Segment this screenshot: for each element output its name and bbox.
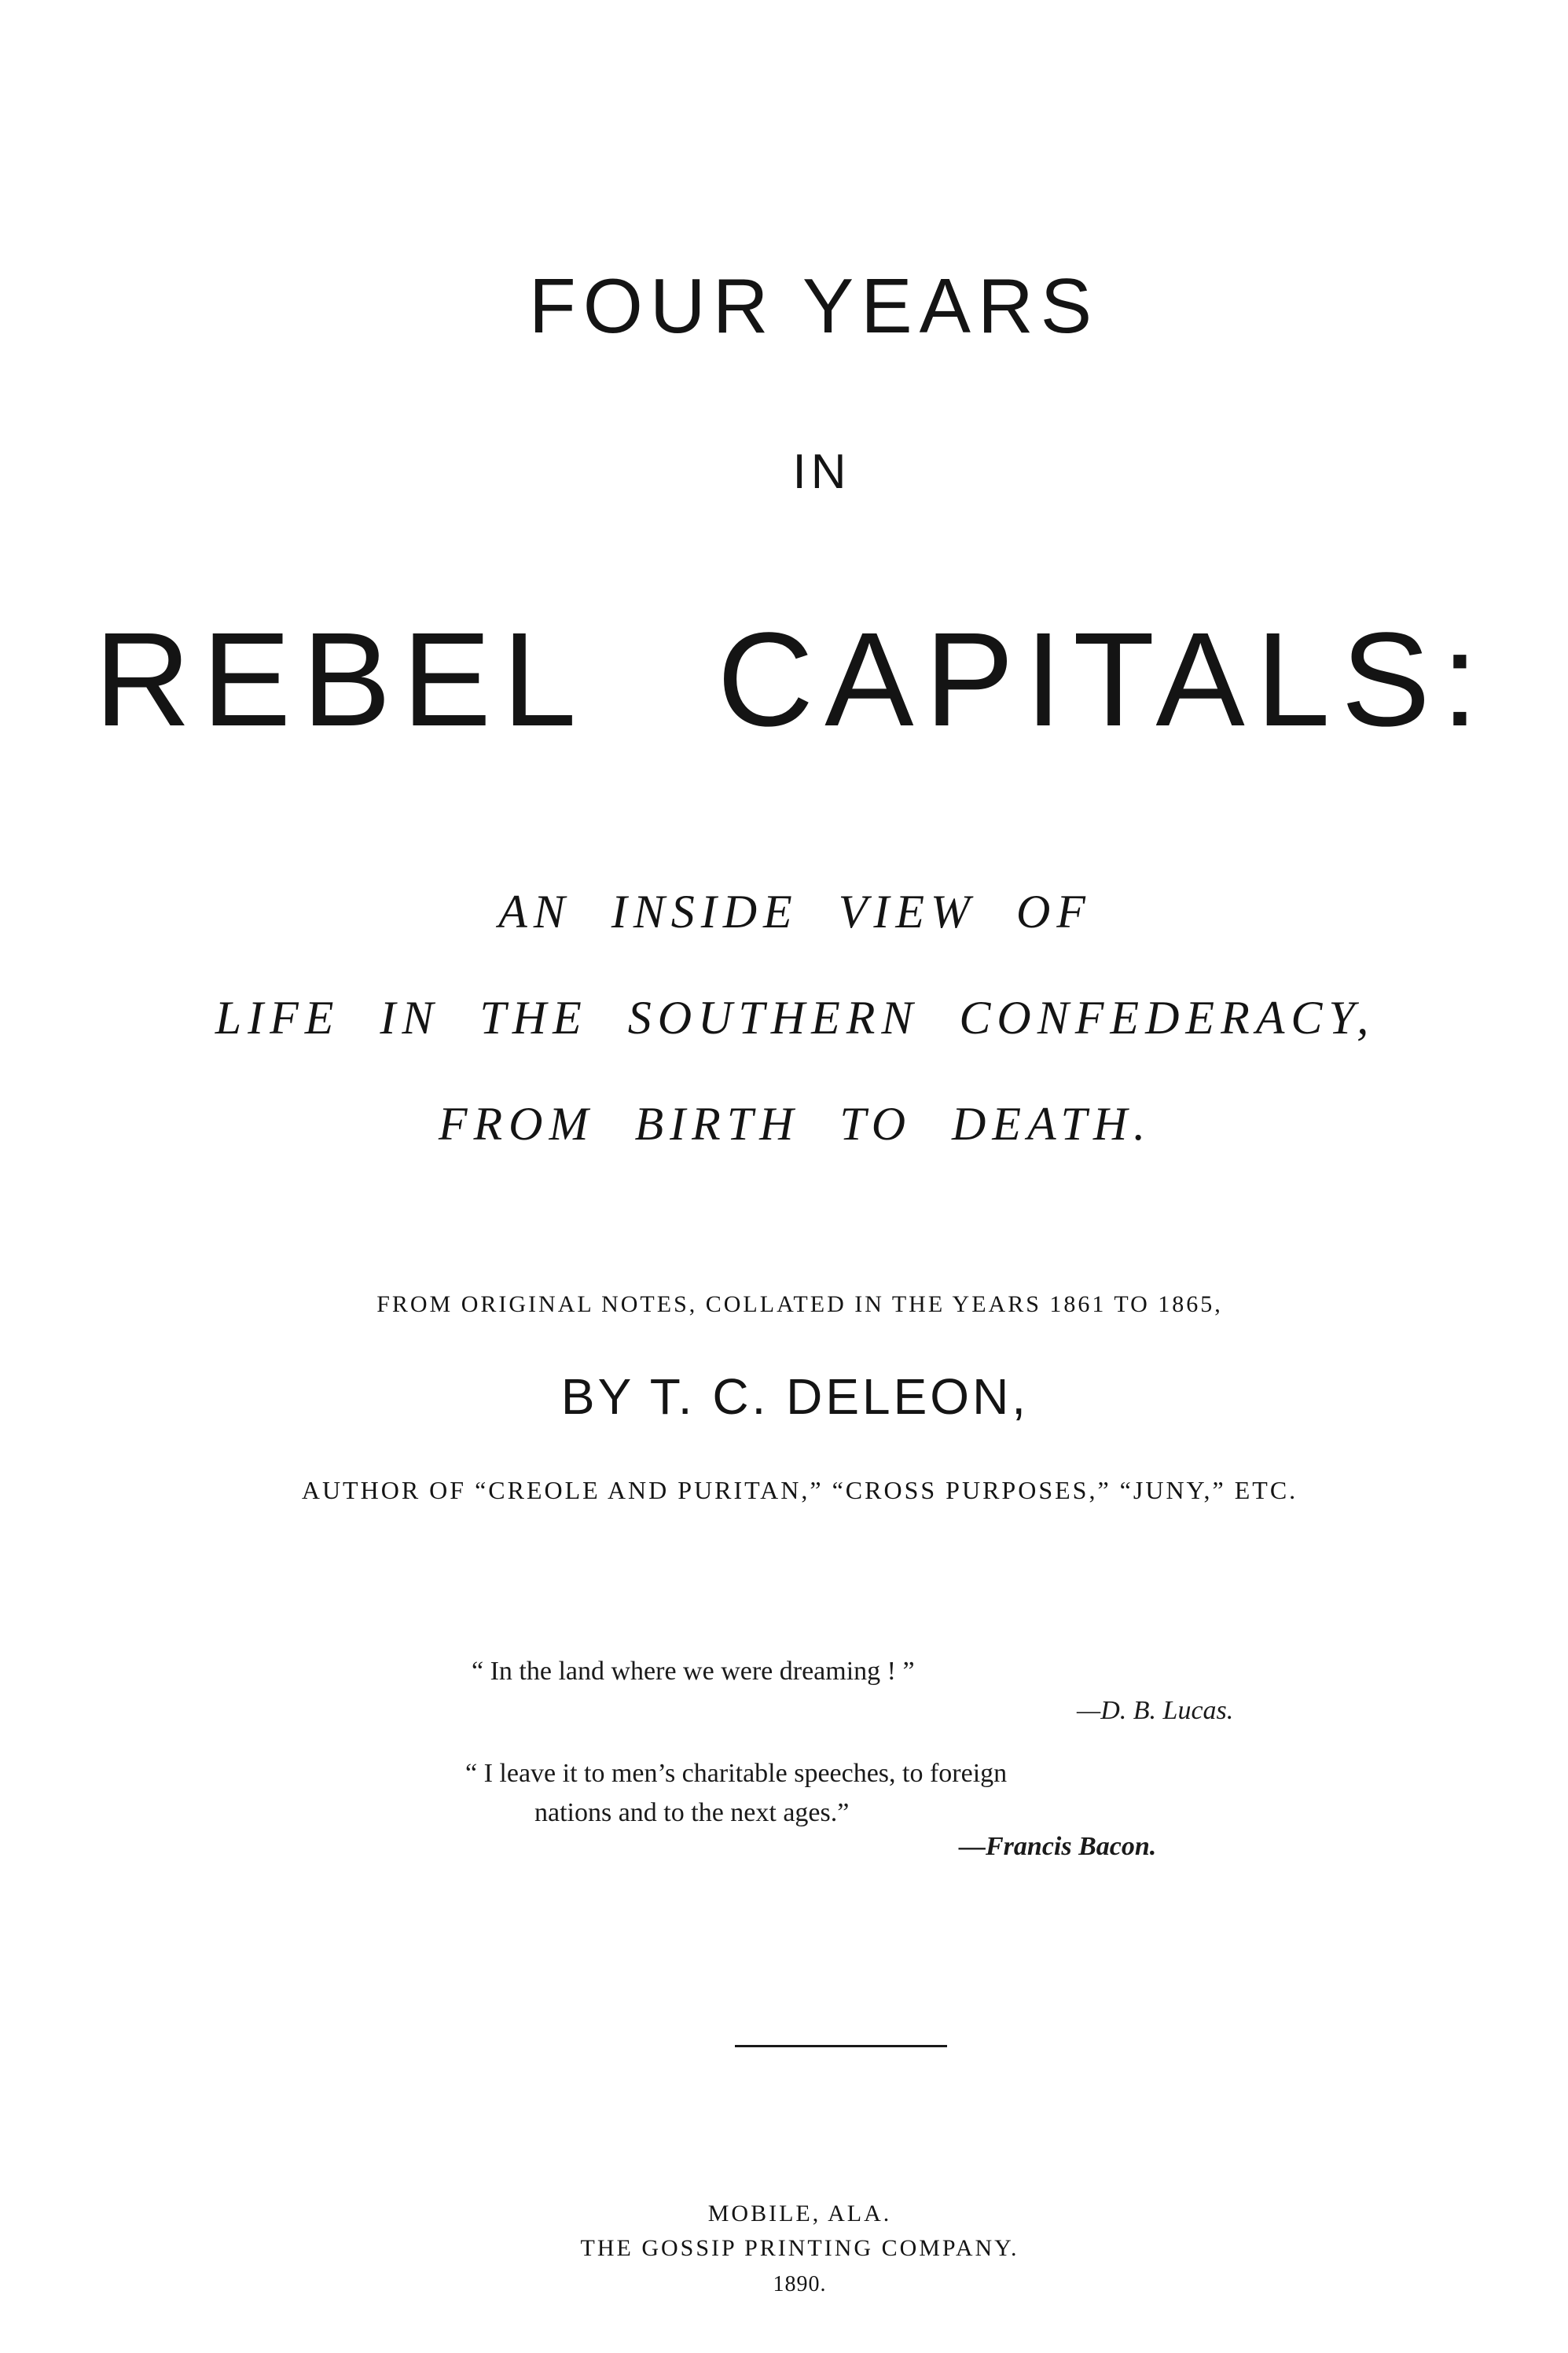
epigraph-2-text-line-2: nations and to the next ages.” [534,1798,850,1827]
epigraph-1-attribution: —D. B. Lucas. [1077,1696,1234,1725]
imprint-publisher: THE GOSSIP PRINTING COMPANY. [580,2235,1019,2261]
subtitle-line-1: AN INSIDE VIEW OF [498,886,1092,938]
epigraph-2-attribution: —Francis Bacon. [959,1832,1157,1861]
epigraph-2-text-line-1: “ I leave it to men’s charitable speeches, to foreign [465,1759,1008,1788]
horizontal-rule [735,2045,947,2047]
author-byline: BY T. C. DELEON, [560,1368,1030,1425]
imprint-place: MOBILE, ALA. [707,2201,892,2226]
author-other-works: AUTHOR OF “CREOLE AND PURITAN,” “CROSS PURPOSES,” “JUNY,” ETC. [301,1476,1298,1504]
source-notes-line: FROM ORIGINAL NOTES, COLLATED IN THE YEARS 1861 TO 1865, [376,1291,1223,1317]
epigraph-1-text: “ In the land where we were dreaming ! ” [472,1657,915,1686]
title-line-in: IN [792,445,851,499]
subtitle-line-2: LIFE IN THE SOUTHERN CONFEDERACY, [215,992,1375,1044]
imprint-year: 1890. [773,2272,827,2296]
title-line-four-years: FOUR YEARS [528,262,1100,349]
subtitle-line-3: FROM BIRTH TO DEATH. [438,1098,1152,1150]
title-line-rebel-capitals: REBEL CAPITALS: [94,605,1489,754]
